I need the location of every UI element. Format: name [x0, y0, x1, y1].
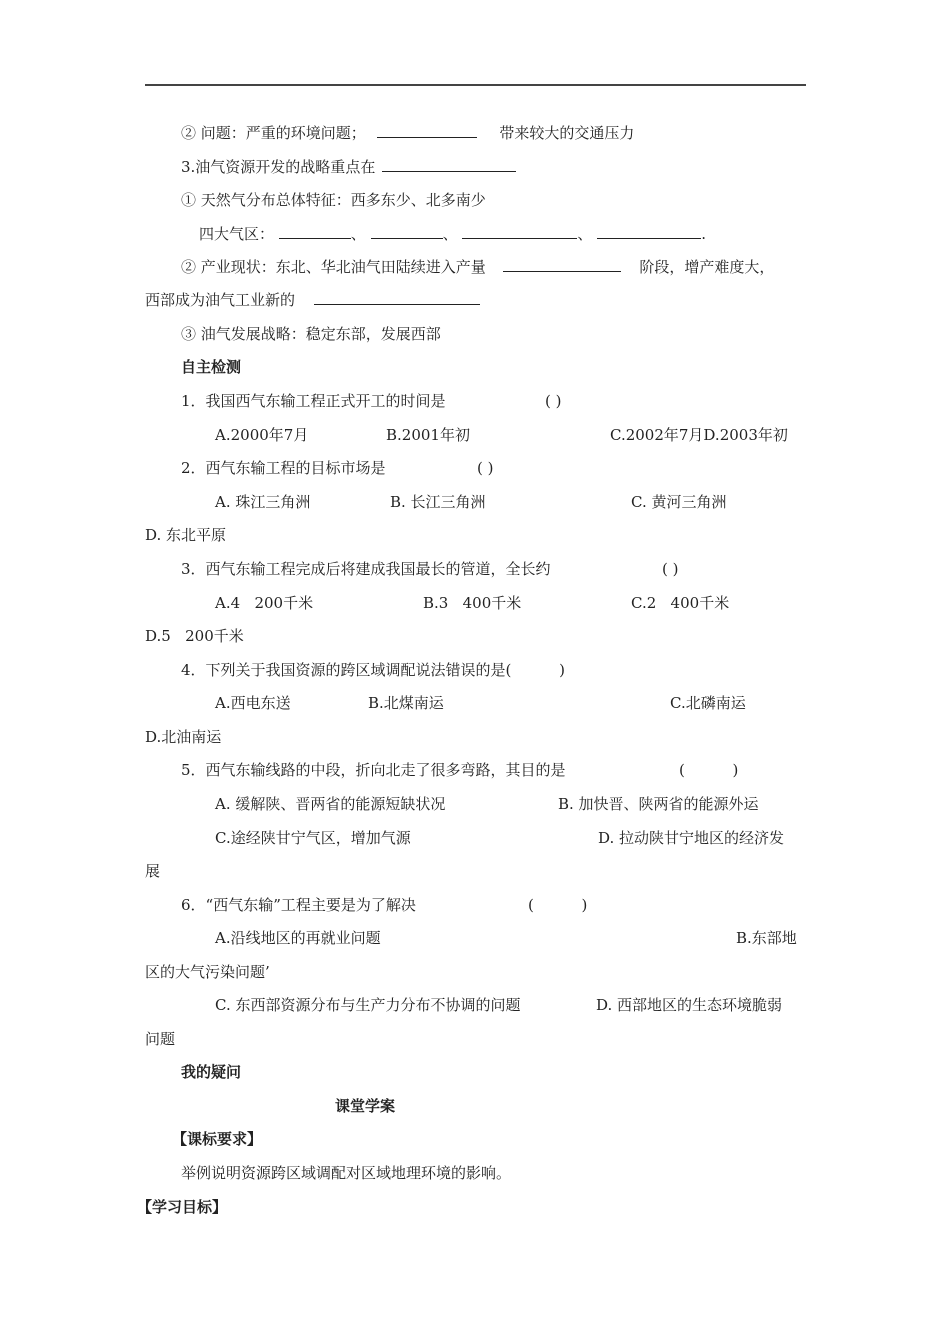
q6-option-c: C. 东西部资源分布与生产力分布不协调的问题	[215, 996, 521, 1014]
blank	[382, 157, 516, 172]
q1-stem: 1．我国西气东输工程正式开工的时间是	[181, 392, 446, 410]
oil-strategy-line: ③ 油气发展战略：稳定东部，发展西部	[181, 325, 441, 343]
problem-text-2: 带来较大的交通压力	[499, 124, 635, 142]
q5-stem: 5．西气东输线路的中段，折向北走了很多弯路，其目的是	[181, 761, 566, 779]
q6-answer-blank: ( )	[528, 896, 588, 914]
gas-regions-label: 四大气区：	[199, 225, 275, 243]
q5-option-c: C.途经陕甘宁气区，增加气源	[215, 829, 411, 847]
blank	[377, 123, 477, 138]
curriculum-heading: 【课标要求】	[172, 1130, 263, 1148]
self-check-heading: 自主检测	[181, 358, 242, 376]
q1-option-b: B.2001年初	[386, 426, 470, 444]
header-rule	[145, 84, 806, 86]
q6-stem: 6．“西气东输”工程主要是为了解决	[181, 896, 416, 914]
industry-text: ② 产业现状：东北、华北油气田陆续进入产量	[181, 258, 486, 276]
q5-option-d-continued: 展	[145, 862, 161, 880]
q2-option-b: B. 长江三角洲	[390, 493, 486, 511]
q4-option-c: C.北磷南运	[670, 694, 746, 712]
my-questions-heading: 我的疑问	[181, 1063, 242, 1081]
q2-stem: 2．西气东输工程的目标市场是	[181, 459, 386, 477]
q1-answer-blank: ( )	[545, 392, 562, 410]
industry-line	[181, 257, 774, 277]
q1-option-a: A.2000年7月	[215, 426, 309, 444]
q3-answer-blank: ( )	[662, 560, 679, 578]
q6-option-a: A.沿线地区的再就业问题	[215, 929, 381, 947]
q3-option-a: A.4 200千米	[215, 594, 314, 612]
blank	[503, 257, 621, 272]
strategy-line	[181, 157, 516, 177]
strategy-text: 3.油气资源开发的战略重点在	[181, 158, 376, 176]
q2-option-c: C. 黄河三角洲	[631, 493, 727, 511]
problem-text: ② 问题：严重的环境问题；	[181, 124, 366, 142]
industry-text-2: 阶段，增产难度大，	[639, 258, 775, 276]
q2-option-a: A. 珠江三角洲	[215, 493, 311, 511]
q4-option-a: A.西电东送	[215, 694, 291, 712]
q6-option-b: B.东部地	[736, 929, 797, 947]
blank	[597, 224, 701, 239]
class-plan-heading: 课堂学案	[335, 1097, 396, 1115]
q2-option-d: D. 东北平原	[145, 526, 227, 544]
q3-option-b: B.3 400千米	[423, 594, 522, 612]
q2-answer-blank: ( )	[477, 459, 494, 477]
q4-stem: 4．下列关于我国资源的跨区域调配说法错误的是( )	[181, 661, 565, 679]
gas-distribution-line: ① 天然气分布总体特征：西多东少、北多南少	[181, 191, 486, 209]
q6-option-d: D. 西部地区的生态环境脆弱	[596, 996, 783, 1014]
q3-option-c: C.2 400千米	[631, 594, 730, 612]
blank	[314, 290, 480, 305]
q5-option-d: D. 拉动陕甘宁地区的经济发	[598, 829, 785, 847]
q3-option-d: D.5 200千米	[145, 627, 244, 645]
q4-option-b: B.北煤南运	[368, 694, 444, 712]
q6-option-b-continued: 区的大气污染问题’	[145, 963, 270, 981]
blank	[279, 224, 351, 239]
q5-option-b: B. 加快晋、陕两省的能源外运	[558, 795, 759, 813]
q3-stem: 3．西气东输工程完成后将建成我国最长的管道，全长约	[181, 560, 551, 578]
curriculum-text: 举例说明资源跨区域调配对区域地理环境的影响。	[181, 1164, 512, 1182]
q6-option-d-continued: 问题	[145, 1030, 176, 1048]
west-line	[145, 290, 480, 310]
problem-line	[181, 123, 634, 143]
q5-option-a: A. 缓解陕、晋两省的能源短缺状况	[215, 795, 446, 813]
q5-answer-blank: ( )	[679, 761, 739, 779]
west-text: 西部成为油气工业新的	[145, 291, 296, 309]
goals-heading: 【学习目标】	[137, 1198, 228, 1216]
q1-option-cd: C.2002年7月D.2003年初	[610, 426, 788, 444]
blank	[462, 224, 577, 239]
q4-option-d: D.北油南运	[145, 728, 222, 746]
blank	[371, 224, 443, 239]
gas-regions-line: 四大气区： 、 、 、 .	[199, 225, 706, 243]
